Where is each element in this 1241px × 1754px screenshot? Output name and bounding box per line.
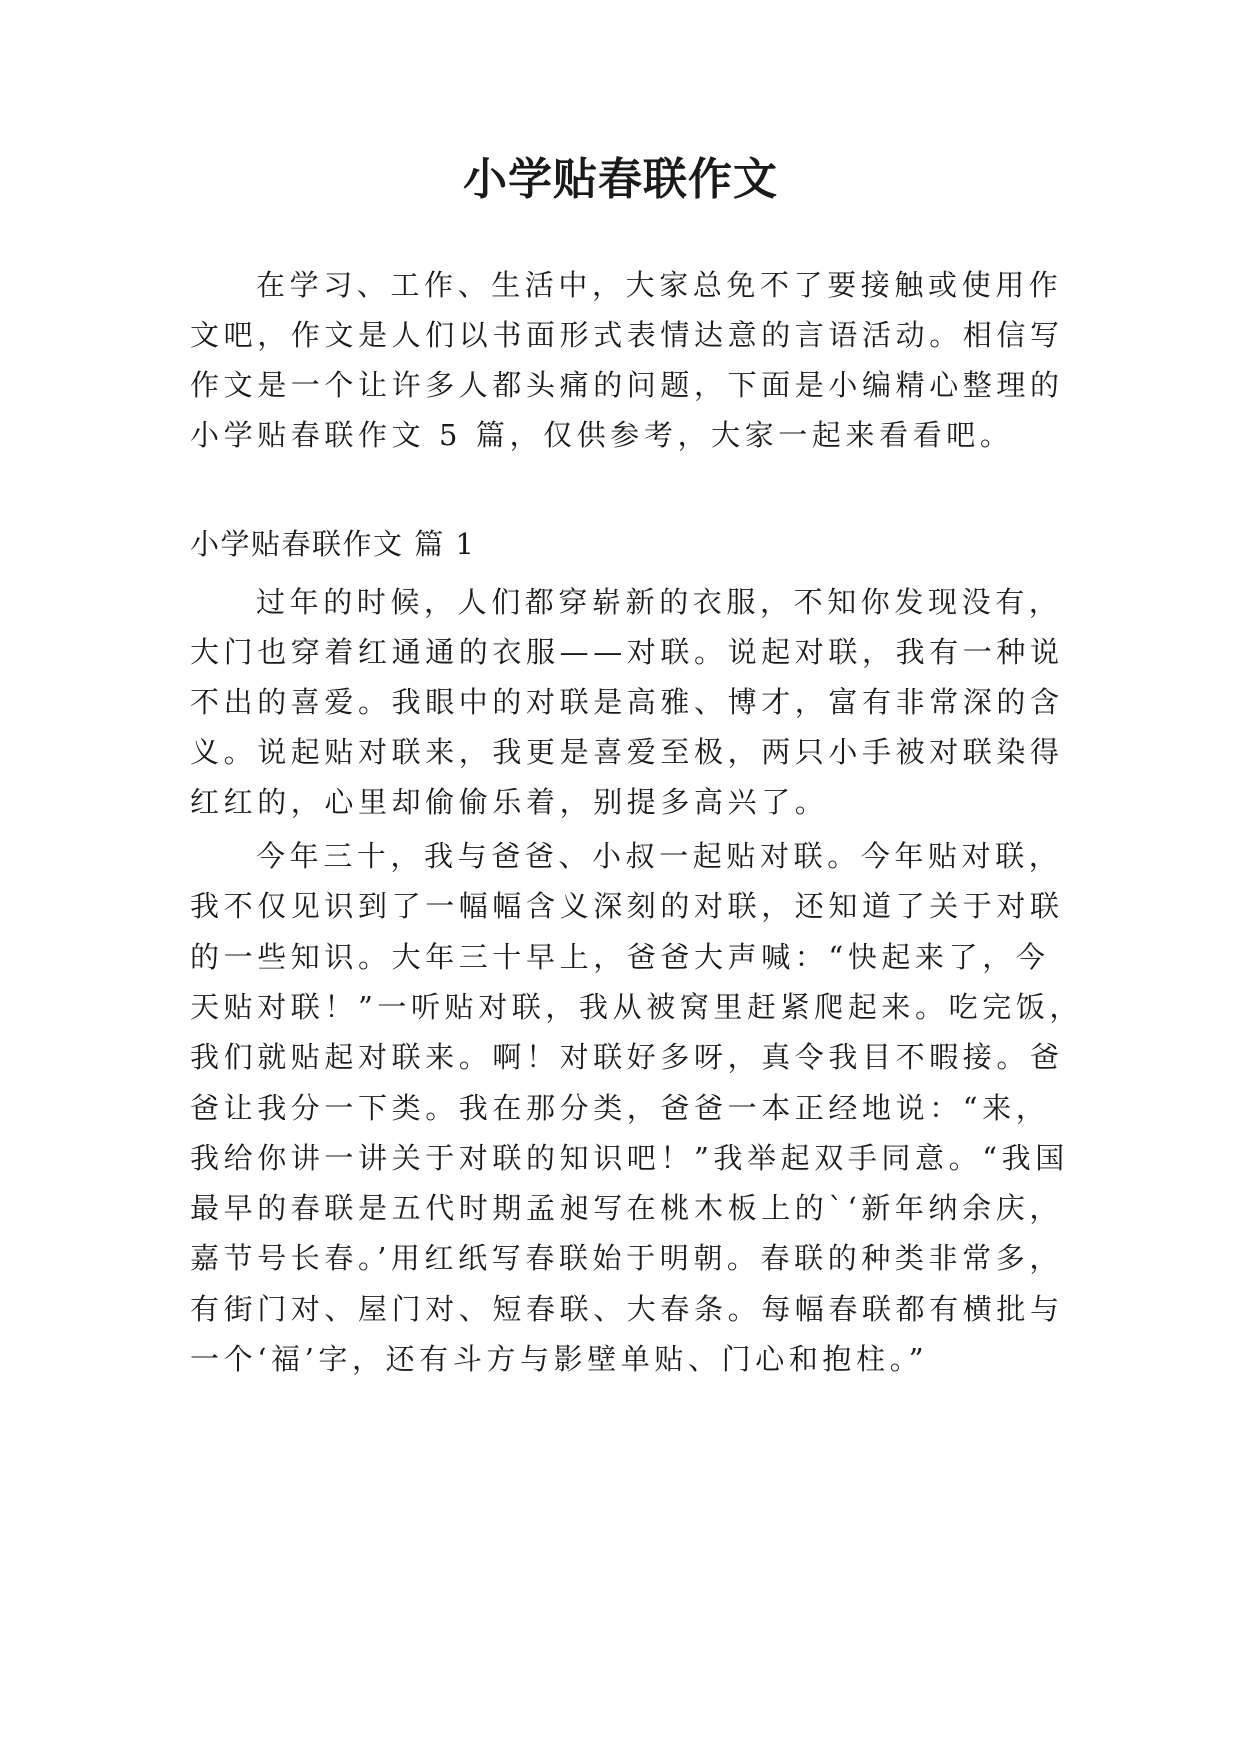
paragraph-line: 红红的，心里却偷偷乐着，别提多高兴了。 (190, 785, 829, 819)
document-title: 小学贴春联作文 (463, 154, 778, 205)
paragraph-line: 今年三十，我与爸爸、小叔一起贴对联。今年贴对联， (256, 839, 1063, 873)
paragraph-line: 爸让我分一下类。我在那分类，爸爸一本正经地说：“来， (190, 1091, 1050, 1125)
section-heading: 小学贴春联作文 篇 1 (190, 527, 476, 561)
intro-line: 作文是一个让许多人都头痛的问题，下面是小编精心整理的 (190, 368, 1064, 402)
paragraph-line: 我们就贴起对联来。啊！对联好多呀，真令我目不暇接。爸 (190, 1040, 1064, 1074)
paragraph-line: 一个‘福’字，还有斗方与影壁单贴、门心和抱柱。” (190, 1342, 929, 1376)
paragraph-line: 嘉节号长春。’用红纸写春联始于明朝。春联的种类非常多， (190, 1241, 1063, 1275)
paragraph-line: 过年的时候，人们都穿崭新的衣服，不知你发现没有， (256, 585, 1063, 619)
paragraph-line: 天贴对联！”一听贴对联，我从被窝里赶紧爬起来。吃完饭， (190, 990, 1084, 1024)
paragraph-line: 不出的喜爱。我眼中的对联是高雅、博才，富有非常深的含 (190, 685, 1064, 719)
paragraph-line: 我给你讲一讲关于对联的知识吧！”我举起双手同意。“我国 (190, 1141, 1069, 1175)
intro-line: 文吧，作文是人们以书面形式表情达意的言语活动。相信写 (190, 318, 1064, 352)
paragraph-line: 我不仅见识到了一幅幅含义深刻的对联，还知道了关于对联 (190, 889, 1064, 923)
paragraph-line: 有街门对、屋门对、短春联、大春条。每幅春联都有横批与 (190, 1292, 1064, 1326)
paragraph-line: 最早的春联是五代时期孟昶写在桃木板上的`‘新年纳余庆， (190, 1191, 1063, 1225)
paragraph-line: 义。说起贴对联来，我更是喜爱至极，两只小手被对联染得 (190, 735, 1064, 769)
paragraph-line: 的一些知识。大年三十早上，爸爸大声喊：“快起来了，今 (190, 940, 1050, 974)
intro-line: 在学习、工作、生活中，大家总免不了要接触或使用作 (256, 268, 1063, 302)
paragraph-line: 大门也穿着红通通的衣服——对联。说起对联，我有一种说 (190, 635, 1064, 669)
intro-line: 小学贴春联作文 5 篇，仅供参考，大家一起来看看吧。 (190, 418, 1014, 452)
